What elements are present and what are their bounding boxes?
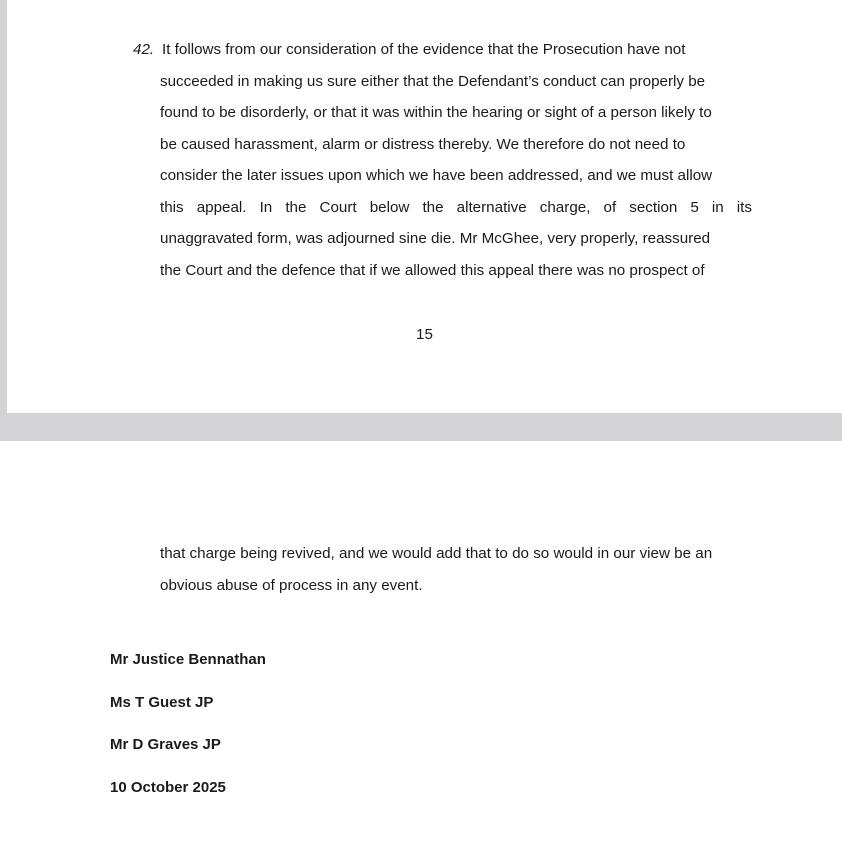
paragraph-line: consider the later issues upon which we have been addressed, and we must allow <box>160 167 713 184</box>
page-number: 15 <box>416 326 433 343</box>
signatory-judge: Mr Justice Bennathan <box>110 651 266 668</box>
paragraph-line: It follows from our consideration of the evidence that the Prosecution have not <box>162 41 686 58</box>
paragraph-line: obvious abuse of process in any event. <box>160 577 423 594</box>
paragraph-line: the Court and the defence that if we allowed this appeal there was no prospect of <box>160 262 705 279</box>
paragraph-line: succeeded in making us sure either that the Defendant’s conduct can properly be <box>160 73 706 90</box>
signatory-magistrate: Ms T Guest JP <box>110 694 214 711</box>
paragraph-number: 42. <box>133 41 155 58</box>
judgment-date: 10 October 2025 <box>110 779 226 796</box>
document-page-16 <box>0 441 842 866</box>
document-page-15 <box>7 0 842 413</box>
signatory-magistrate: Mr D Graves JP <box>110 736 221 753</box>
paragraph-line: unaggravated form, was adjourned sine die. Mr McGhee, very properly, reassured <box>160 230 711 247</box>
paragraph-line: this appeal. In the Court below the alternative charge, of section 5 in its <box>160 199 752 216</box>
paragraph-line: that charge being revived, and we would add that to do so would in our view be an <box>160 545 713 562</box>
paragraph-line: be caused harassment, alarm or distress thereby. We therefore do not need to <box>160 136 686 153</box>
paragraph-line: found to be disorderly, or that it was within the hearing or sight of a person likely to <box>160 104 712 121</box>
